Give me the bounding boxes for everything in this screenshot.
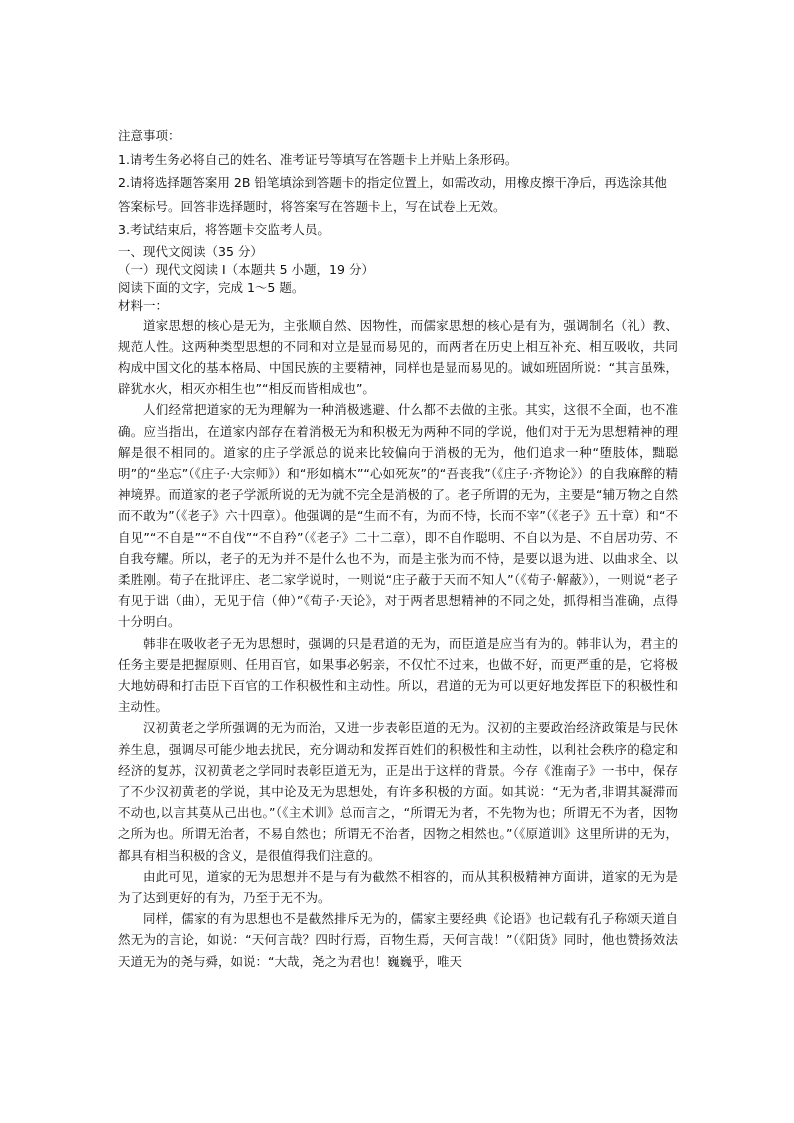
material-label: 材料一： [118, 297, 169, 313]
paragraph-3: 韩非在吸收老子无为思想时，强调的只是君道的无为，而臣道是应当有为的。韩非认为，君主的任务主要是把握原则、任用百官，如果事必躬亲，不仅忙不过来，也做不好，而更严重的是，它将极大地妨碍和打击臣下百官的工作积极性和主动性。所以，君道的无为可以更好地发挥臣下的积极性和主动性。 [118, 635, 678, 715]
paragraph-4: 汉初黄老之学所强调的无为而治，又进一步表彰臣道的无为。汉初的主要政治经济政策是与民休养生息，强调尽可能少地去扰民，充分调动和发挥百姓们的积极性和主动性，以利社会秩序的稳定和经济的复苏，汉初黄老之学同时表彰臣道无为，正是出于这样的背景。今存《淮南子》一书中，保存了不少汉初黄老的学说，其中论及无为思想处，有许多积极的方面。如其说：“无为者,非谓其凝滞而不动也,以言其莫从己出也。”（《主术训》总而言之，“所谓无为者，不先物为也；所谓无不为者，因物之所为也。所谓无治者，不易自然也；所谓无不治者，因物之相然也。”（《原道训》这里所讲的无为，都具有相当积极的含义，是很值得我们注意的。 [118, 720, 678, 863]
paragraph-6: 同样，儒家的有为思想也不是截然排斥无为的，儒家主要经典《论语》也记载有孔子称颂天道自然无为的言论，如说：“天何言哉？四时行焉，百物生焉，天何言哉！”（《阳货》同时，他也赞扬效法天道无为的尧与舜，如说：“大哉，尧之为君也！巍巍乎，唯天 [118, 911, 678, 969]
section-subtitle: （一）现代文阅读 I（本题共 5 小题，19 分） [118, 261, 374, 277]
paragraph-2: 人们经常把道家的无为理解为一种消极逃避、什么都不去做的主张。其实，这很不全面，也不准确。应当指出，在道家内部存在着消极无为和积极无为两种不同的学说，他们对于无为思想精神的理解是很不相同的。道家的庄子学派总的说来比较偏向于消极的无为，他们追求一种“堕肢体，黜聪明”的“坐忘”（《庄子·大宗师》）和“形如槁木”“心如死灰”的“吾丧我”（《庄子·齐物论》）的自我麻醉的精神境界。而道家的老子学派所说的无为就不完全是消极的了。老子所谓的无为，主要是“辅万物之自然而不敢为”（《老子》六十四章）。他强调的是“生而不有，为而不恃，长而不宰”（《老子》五十章）和“不自见”“不自是”“不自伐”“不自矜”（《老子》二十二章），即不自作聪明、不自以为是、不自居功劳、不自我夸耀。所以，老子的无为并不是什么也不为，而是主张为而不恃，是要以退为进、以曲求全、以柔胜刚。荀子在批评庄、老二家学说时，一则说“庄子蔽于天而不知人”（《荀子·解蔽》），一则说“老子有见于诎（曲），无见于信（伸）”《荀子·天论》，对于两者思想精神的不同之处，抓得相当准确，点得十分明白。 [118, 402, 678, 630]
notice-item-1: 1.请考生务必将自己的姓名、准考证号等填写在答题卡上并贴上条形码。 [118, 151, 518, 167]
paragraph-1: 道家思想的核心是无为，主张顺自然、因物性，而儒家思想的核心是有为，强调制名（礼）教、规范人性。这两种类型思想的不同和对立是显而易见的，而两者在历史上相互补充、相互吸收，共同构成中国文化的基本格局、中国民族的主要精神，同样也是显而易见的。诚如班固所说：“其言虽殊，辟犹水火，相灭亦相生也”“相反而皆相成也”。 [118, 317, 678, 397]
notice-title: 注意事项： [118, 128, 181, 143]
material-body [118, 315, 678, 972]
section-header [118, 243, 678, 315]
section-title: 一、现代文阅读（35 分） [118, 243, 263, 259]
notice-section [118, 124, 678, 242]
section-instruction: 阅读下面的文字，完成 1～5 题。 [118, 279, 305, 295]
notice-item-3: 3.考试结束后，将答题卡交监考人员。 [118, 222, 330, 237]
notice-item-2: 2.请将选择题答案用 2B 铅笔填涂到答题卡的指定位置上，如需改动，用橡皮擦干净后，再选涂其他答案标号。回答非选择题时，将答案写在答题卡上，写在试卷上无效。 [118, 175, 667, 214]
exam-page [118, 124, 678, 972]
paragraph-5: 由此可见，道家的无为思想并不是与有为截然不相容的，而从其积极精神方面讲，道家的无为是为了达到更好的有为，乃至于无不为。 [118, 868, 678, 905]
